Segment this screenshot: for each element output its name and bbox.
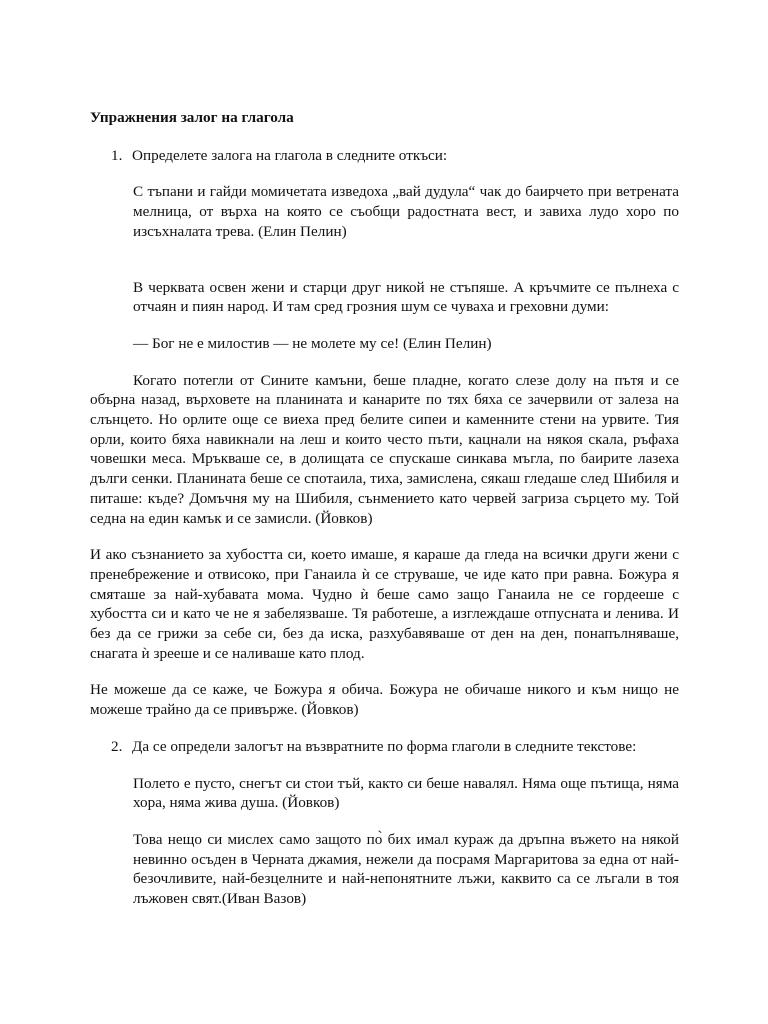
passage-1-4: Когато потегли от Сините камъни, беше пладне, когато слезе долу на пътя и се обърна назад, върховете на планината и канарите по тях бяха се зачервили от залеза на слънцето. Но орлите още се виеха пред белите сипеи и каменните стени на урвите. Тия орли, които бяха навикнали на леш и които често пъти, кацнали на някоя скала, ръфаха човешки меса. Мръкваше се, в долищата се спускаше синкава мъгла, по баирите лазеха дълги сенки. Планината беше се спотаила, тиха, замислена, сякаш гледаше след Шибиля и питаше: къде? Домъчня му на Шибиля, сънмението като червей загриза сърцето му. Той седна на един камък и се замисли. (Йовков) <box>90 371 679 527</box>
passage-1-3: — Бог не е милостив — не молете му се! (Елин Пелин) <box>133 334 492 352</box>
passage-1-2: В черквата освен жени и старци друг никой не стъпяше. А кръчмите се пълнеха с отчаян и пиян народ. И там сред грозния шум се чуваха и греховни думи: <box>133 278 679 316</box>
passage-1-1: С тъпани и гайди момичетата изведоха „вай дудула“ чак до баирчето при ветрената мелница, от върха на която се съобщи радостната вест, и завиха лудо хоро по изсъхналата трева. (Елин Пелин) <box>133 183 679 240</box>
document-title: Упражнения залог на глагола <box>90 109 294 126</box>
passage-1-6: Не можеше да се каже, че Божура я обича. Божура не обичаше никого и към нищо не можеше трайно да се привърже. (Йовков) <box>90 681 679 719</box>
document-page <box>90 108 679 909</box>
question-1-text: Определете залога на глагола в следните откъси: <box>132 146 448 164</box>
question-2-number: 2. <box>111 737 123 755</box>
passage-1-5: И ако съзнанието за хубостта си, което имаше, я караше да гледа на всички други жени с пренебрежение и отвисоко, при Ганаила ѝ се струваше, че иде като при равна. Божура я смяташе за най-хубавата мома. Чудно ѝ беше само защо Ганаила не се гордееше с хубостта си и като че не я забелязваше. Тя работеше, а изглеждаше отпусната и ленива. И без да се грижи за себе си, без да иска, разхубавяваше от ден на ден, понапълняваше, снагата ѝ зрееше и се наливаше като плод. <box>90 546 679 662</box>
question-1 <box>90 146 679 166</box>
question-1-number: 1. <box>111 146 123 164</box>
passage-2-1: Полето е пусто, снегът си стои тъй, както си беше навалял. Няма още пътища, няма хора, няма жива душа. (Йовков) <box>133 774 679 812</box>
passage-2-2: Това нещо си мислех само защото по̀ бих имал кураж да дръпна въжето на някой невинно осъден в Черната джамия, нежели да посрамя Маргаритова за една от най-безочливите, най-безцелните и най-непонятните лъжи, каквито са се лъгали в тоя лъжовен свят.(Иван Вазов) <box>133 830 679 908</box>
question-2 <box>90 737 679 757</box>
question-2-text: Да се определи залогът на възвратните по форма глаголи в следните текстове: <box>132 737 637 755</box>
